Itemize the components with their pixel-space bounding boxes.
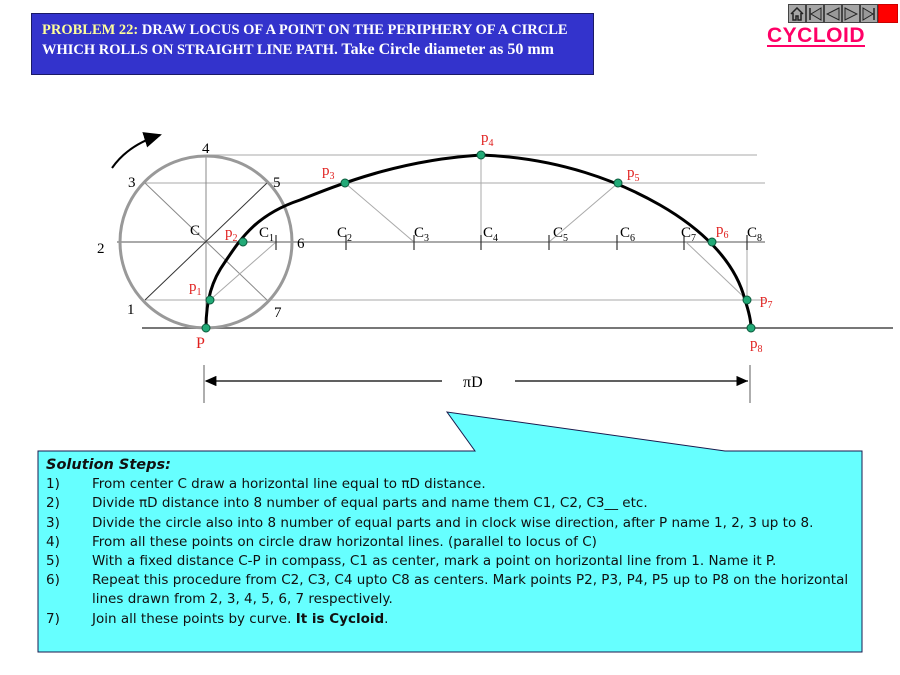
center-label-c1: $C_1$ xyxy=(259,225,275,244)
pi-d-dimension xyxy=(204,365,750,403)
label-p8: $p_8$ xyxy=(750,336,763,355)
center-label-c4: $C_4$ xyxy=(483,225,499,244)
horizontal-construction-lines xyxy=(145,155,765,300)
solution-steps xyxy=(38,451,862,652)
division-label-5: 5 xyxy=(273,175,281,191)
problem-diameter-text: Take Circle diameter as 50 mm xyxy=(337,41,554,58)
problem-text-line2: WHICH ROLLS ON STRAIGHT LINE PATH. xyxy=(42,42,338,58)
pi-d-label: πD xyxy=(463,374,483,391)
label-p4: $p_4$ xyxy=(481,130,494,149)
step-1: 1) From center C draw a horizontal line equal to πD distance. xyxy=(46,476,486,493)
center-label-c2: $C_2$ xyxy=(337,225,353,244)
step-7-emphasis: It is Cycloid xyxy=(295,610,385,627)
center-label-c7: $C_7$ xyxy=(681,225,697,244)
center-label-c6: $C_6$ xyxy=(620,225,636,244)
division-label-4: 4 xyxy=(202,141,210,157)
step-2: 2) Divide πD distance into 8 number of equal parts and name them C1, C2, C3__ etc. xyxy=(46,495,648,512)
point-p8 xyxy=(747,324,755,332)
point-p3 xyxy=(341,179,349,187)
label-p1: $p_1$ xyxy=(189,279,202,298)
center-label: C xyxy=(190,223,201,239)
point-p xyxy=(202,324,210,332)
rotation-direction-arrow xyxy=(112,135,160,168)
step-7: 7) Join all these points by curve. It is Cycloid. xyxy=(46,610,389,627)
problem-text-line1: DRAW LOCUS OF A POINT ON THE PERIPHERY OF A CIRCLE xyxy=(138,22,568,38)
label-p2: $p_2$ xyxy=(225,225,238,244)
label-p5: $p_5$ xyxy=(627,165,640,184)
point-p7 xyxy=(743,296,751,304)
division-label-1: 1 xyxy=(127,302,135,318)
problem-number: PROBLEM 22: xyxy=(42,22,139,38)
step-5: 5) With a fixed distance C-P in compass, C1 as center, mark a point on horizontal line from 1. Name it P. xyxy=(46,553,777,570)
step-6: 6) Repeat this procedure from C2, C3, C4 upto C8 as centers. Mark points P2, P3, P4, P5 up to P8 on the horizontal lines drawn from 2, 3, 4, 5, 6, 7 respectively. xyxy=(46,572,849,608)
division-label-7: 7 xyxy=(274,305,282,321)
label-p6: $p_6$ xyxy=(716,222,729,241)
solution-heading: Solution Steps: xyxy=(46,457,171,473)
label-p7: $p_7$ xyxy=(760,292,773,311)
center-label-c8: $C_8$ xyxy=(747,225,763,244)
division-label-6: 6 xyxy=(297,236,305,252)
label-p3: $p_3$ xyxy=(322,163,335,182)
point-p1 xyxy=(206,296,214,304)
topic-title: CYCLOID xyxy=(767,24,865,47)
label-p: P xyxy=(196,335,205,352)
point-p4 xyxy=(477,151,485,159)
step-4: 4) From all these points on circle draw horizontal lines. (parallel to locus of C) xyxy=(46,533,597,550)
point-p2 xyxy=(239,238,247,246)
division-label-3: 3 xyxy=(128,175,136,191)
step-3: 3) Divide the circle also into 8 number of equal parts and in clock wise direction, after P name 1, 2, 3 up to 8. xyxy=(46,514,814,531)
point-p6 xyxy=(708,238,716,246)
center-label-c5: $C_5$ xyxy=(553,225,569,244)
center-label-c3: $C_3$ xyxy=(414,225,430,244)
division-label-2: 2 xyxy=(97,241,105,257)
center-labels xyxy=(259,225,762,244)
point-p5 xyxy=(614,179,622,187)
